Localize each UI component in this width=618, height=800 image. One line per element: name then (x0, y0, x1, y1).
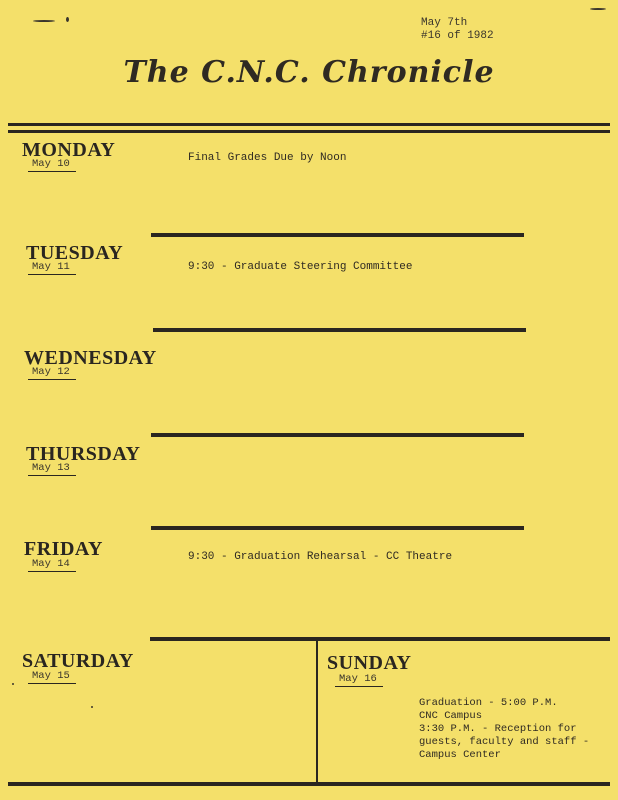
scan-mark (91, 706, 93, 708)
masthead-title: The C.N.C. Chronicle (123, 55, 495, 90)
day-divider (151, 233, 524, 237)
day-name-friday: FRIDAY (24, 538, 103, 560)
day-date-wednesday: May 12 (28, 366, 76, 380)
event-monday: Final Grades Due by Noon (188, 152, 347, 164)
day-date-monday: May 10 (28, 158, 76, 172)
event-sunday-line: Campus Center (419, 749, 501, 761)
day-date-thursday: May 13 (28, 462, 76, 476)
day-name-thursday: THURSDAY (26, 443, 141, 465)
header-rule (8, 130, 610, 133)
issue-info (421, 17, 494, 43)
day-name-tuesday: TUESDAY (26, 242, 124, 264)
scan-mark (12, 683, 14, 685)
day-divider (150, 637, 610, 641)
footer-rule (8, 782, 610, 786)
header-rule (8, 123, 610, 126)
day-name-sunday: SUNDAY (327, 652, 412, 674)
scan-mark (590, 8, 606, 10)
scan-mark (66, 17, 69, 22)
issue-date: May 7th (421, 17, 468, 29)
event-sunday-line: Graduation - 5:00 P.M. (419, 697, 558, 709)
day-date-friday: May 14 (28, 558, 76, 572)
event-friday: 9:30 - Graduation Rehearsal - CC Theatre (188, 551, 453, 563)
weekend-divider (316, 641, 318, 783)
event-sunday-line: guests, faculty and staff - (419, 736, 590, 748)
day-name-monday: MONDAY (22, 139, 116, 161)
event-sunday-line: 3:30 P.M. - Reception for (419, 723, 577, 735)
day-divider (151, 526, 524, 530)
day-name-saturday: SATURDAY (22, 650, 134, 672)
day-date-sunday: May 16 (335, 673, 383, 687)
scan-mark (33, 20, 55, 22)
day-date-tuesday: May 11 (28, 261, 76, 275)
event-sunday-line: CNC Campus (419, 710, 483, 722)
issue-number: #16 of 1982 (421, 30, 494, 42)
day-divider (151, 433, 524, 437)
day-divider (153, 328, 526, 332)
day-date-saturday: May 15 (28, 670, 76, 684)
event-tuesday: 9:30 - Graduate Steering Committee (188, 261, 413, 273)
event-sunday (419, 697, 589, 762)
day-name-wednesday: WEDNESDAY (24, 347, 157, 369)
